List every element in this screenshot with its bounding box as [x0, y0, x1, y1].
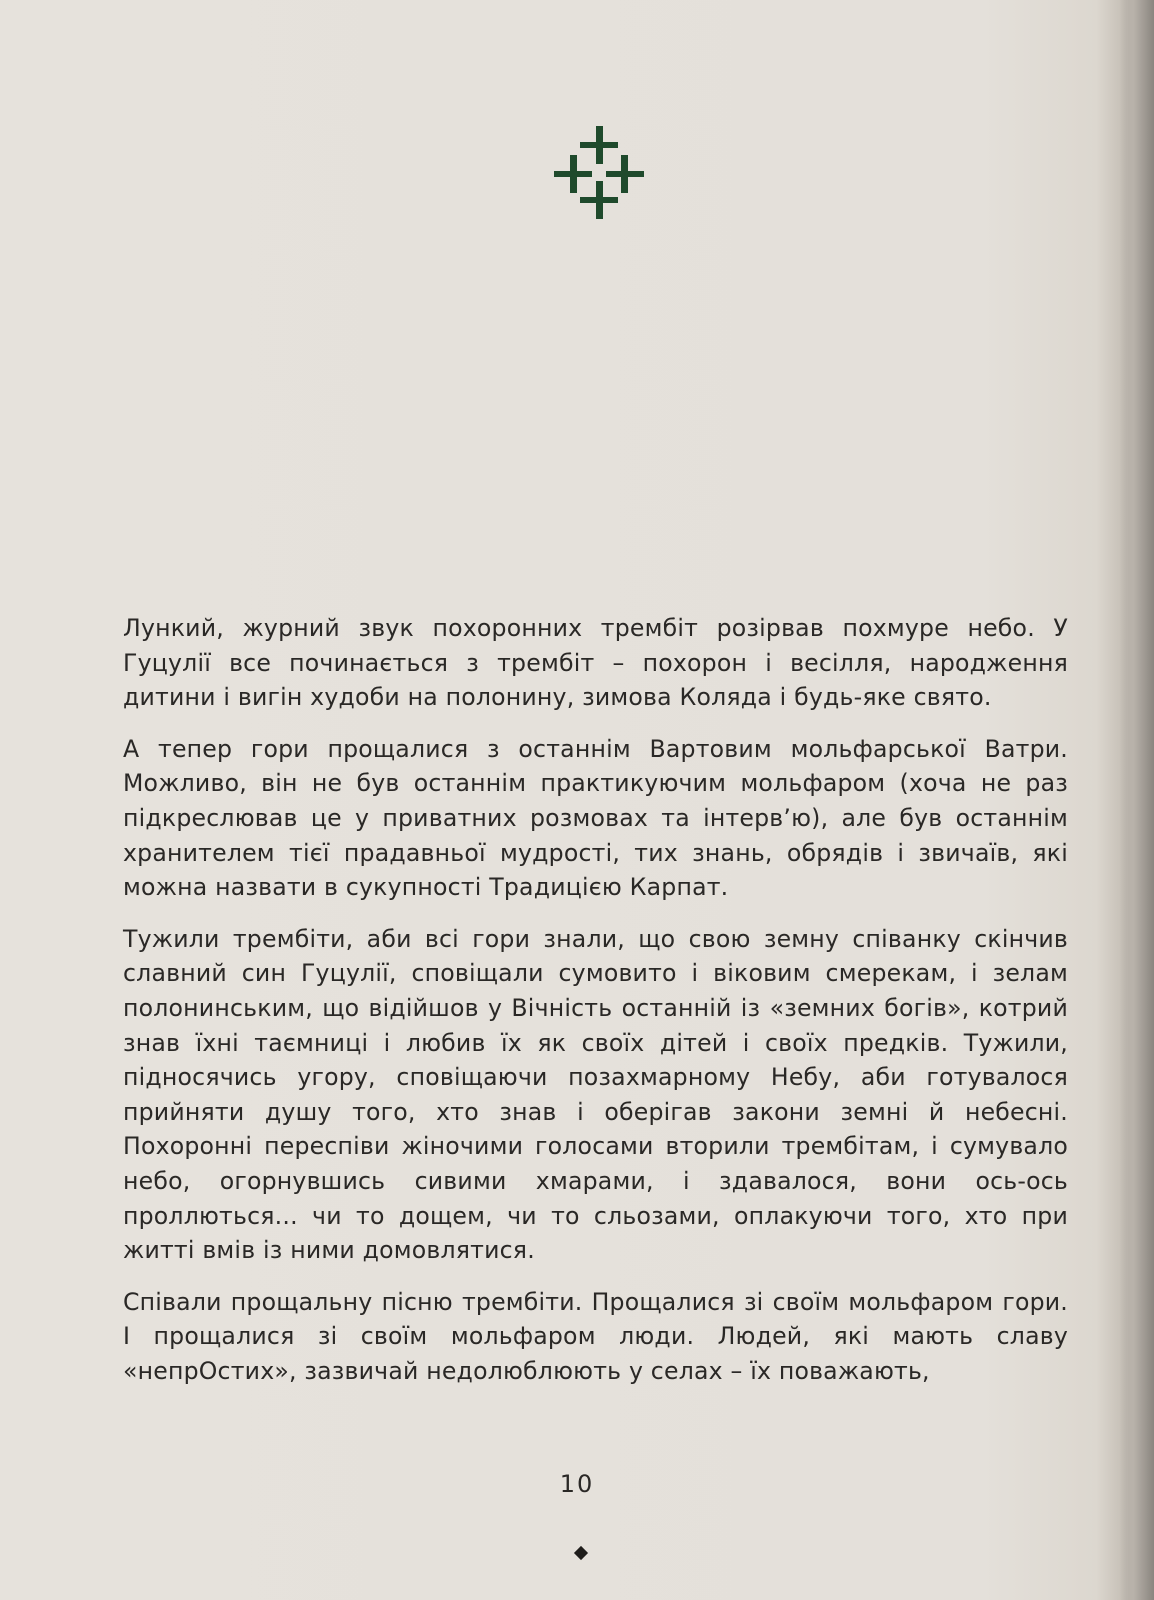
cross-cluster-icon — [554, 126, 654, 222]
paragraph-2: А тепер гори прощалися з останнім Вартовим мольфарської Ватри. Можливо, він не був останнім практикуючим мольфаром (хоча не раз підкреслював це у приватних розмовах та інтерв’ю), але був останнім хранителем тієї прадавньої мудрості, тих знань, обрядів і звичаїв, які можна назвати в сукупності Традицією Карпат. — [123, 734, 1068, 902]
paragraph-3: Тужили трембіти, аби всі гори знали, що свою земну співанку скінчив славний син Гуцулії, сповіщали сумовито і віковим смерекам, і зелам полонинським, що відійшов у Вічність останній із «земних богів», котрий знав їхні таємниці і любив їх як своїх дітей і своїх предків. Тужили, підносячись угору, сповіщаючи позахмарному Небу, аби готувалося прийняти душу того, хто знав і оберігав закони земні й небесні. Похоронні переспіви жіночими голосами вторили трембітам, і сумувало небо, огорнувшись сивими хмарами, і здавалося, вони ось-ось проллються... чи то дощем, чи то сльозами, оплакуючи того, хто при житті вмів із ними домовлятися. — [123, 924, 1068, 1265]
page-number: 10 — [559, 1470, 595, 1498]
paragraph-4: Співали прощальну пісню трембіти. Прощалися зі своїм мольфаром гори. І прощалися зі своїм мольфаром люди. Людей, які мають славу «непрОстих», зазвичай недолюблюють у селах – їх поважають, — [123, 1287, 1068, 1385]
page-edge-shadow — [1120, 0, 1154, 1600]
body-text — [123, 611, 1068, 1405]
diamond-icon — [574, 1546, 588, 1560]
paragraph-1: Лункий, журний звук похоронних трембіт розірвав похмуре небо. У Гуцулії все починається з трембіт – похорон і весілля, народження дитини і вигін худоби на полонину, зимова Коляда і будь-яке свято. — [123, 614, 1068, 712]
